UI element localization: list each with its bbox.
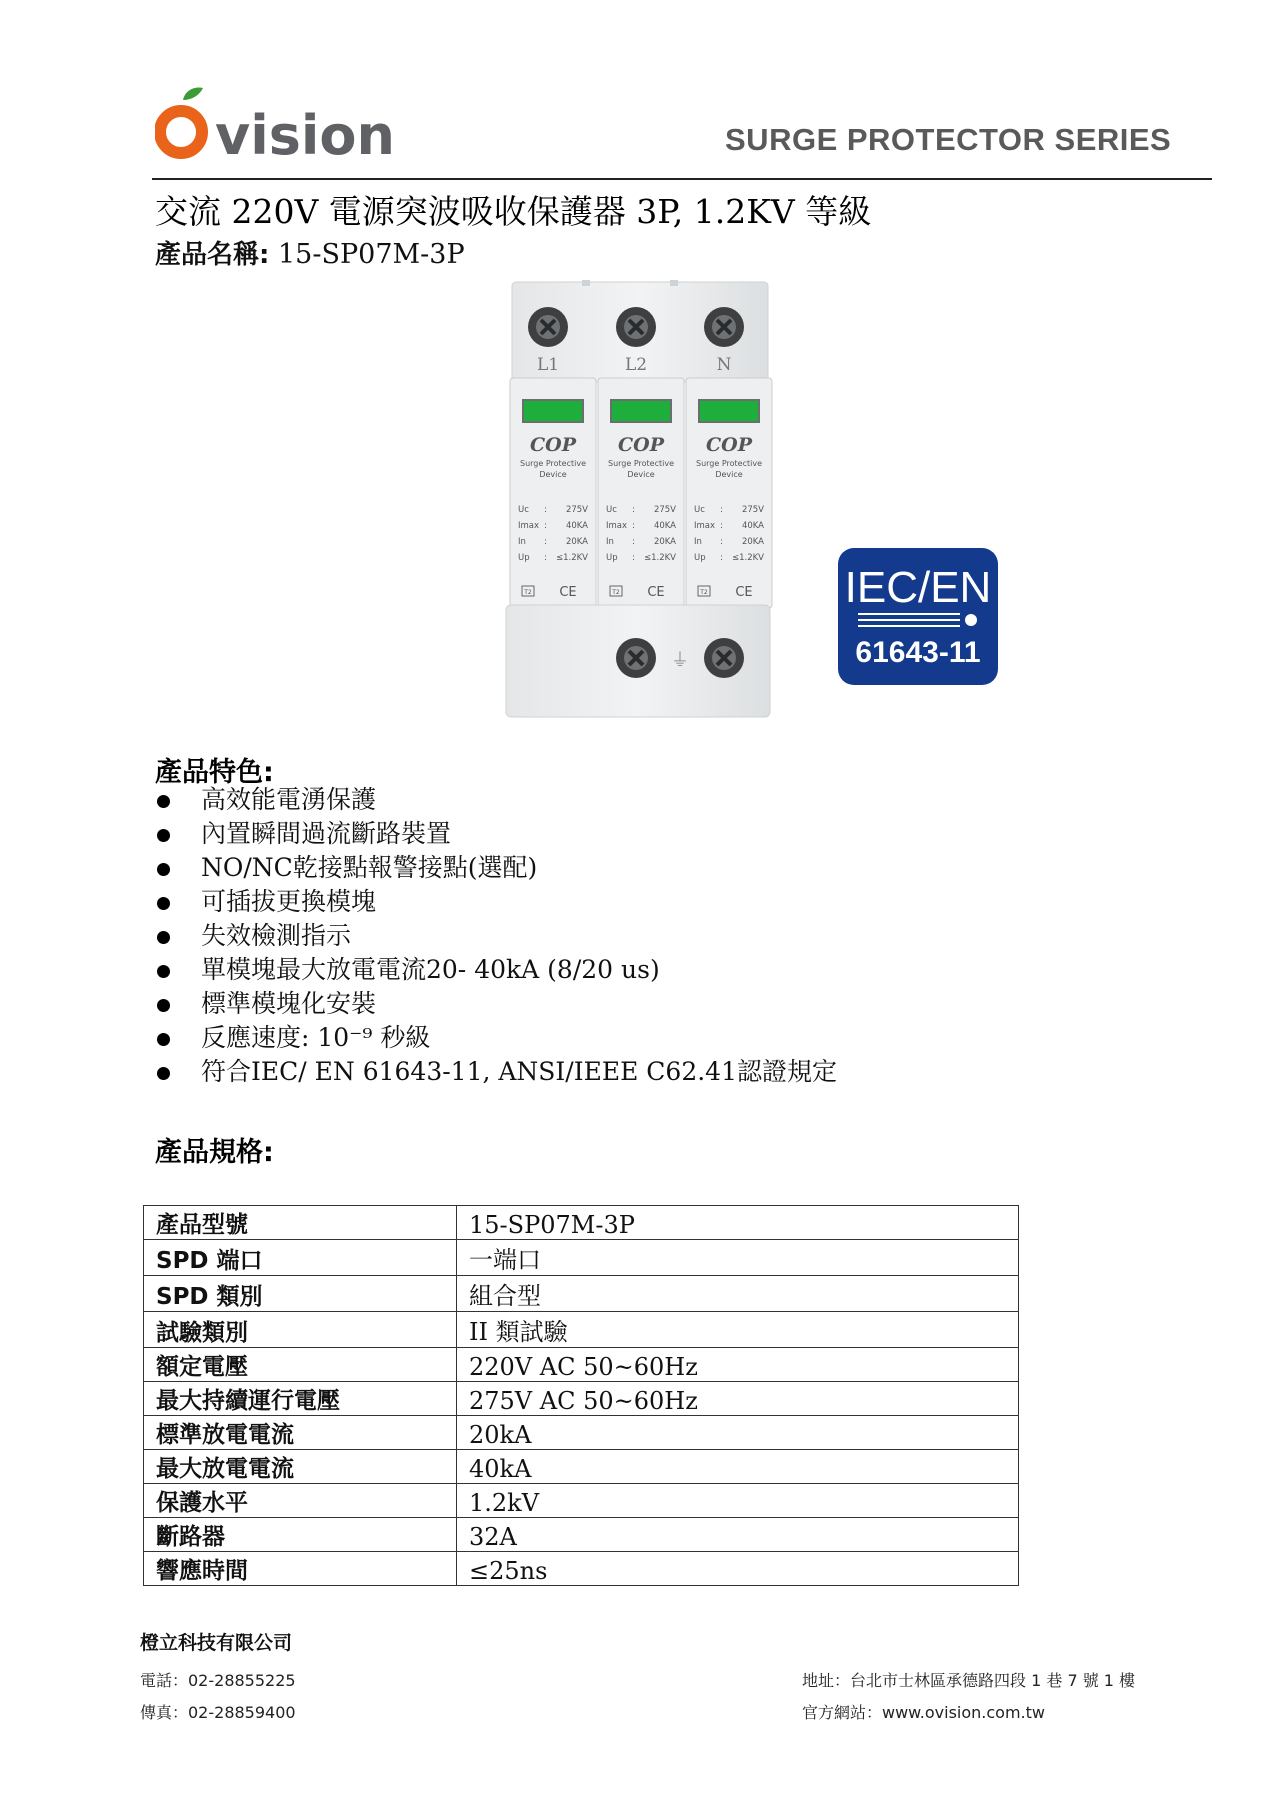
list-item: 高效能電湧保護 xyxy=(155,785,837,819)
module-spec-value: 275V xyxy=(653,505,676,515)
list-item: 符合IEC/ EN 61643-11, ANSI/IEEE C62.41認證規定 xyxy=(155,1057,837,1091)
table-row: 最大放電電流 40kA xyxy=(144,1450,1019,1484)
module-caption: Device xyxy=(539,470,567,479)
module-spec-sep: : xyxy=(720,537,723,547)
module-spec-key: Up xyxy=(694,553,706,563)
module-spec-value: ≤1.2KV xyxy=(555,553,588,563)
module-spec-value: ≤1.2KV xyxy=(731,553,764,563)
ovision-logo xyxy=(155,86,415,162)
fax-number: 傳真：02-28859400 xyxy=(140,1703,296,1722)
module-spec-key: In xyxy=(606,537,614,547)
svg-text:vision: vision xyxy=(215,104,395,162)
module-spec-value: 40KA xyxy=(565,521,588,531)
spec-heading: 產品規格: xyxy=(155,1137,274,1168)
module-caption: Surge Protective xyxy=(607,459,675,468)
company-name: 橙立科技有限公司 xyxy=(140,1632,293,1654)
class-mark: T2 xyxy=(612,589,620,596)
module-caption: Surge Protective xyxy=(695,459,763,468)
page-title: 交流 220V 電源突波吸收保護器 3P, 1.2KV 等級 xyxy=(155,192,872,231)
table-row: SPD 類別 組合型 xyxy=(144,1276,1019,1312)
bullet-icon xyxy=(157,897,170,910)
features-heading: 產品特色: xyxy=(155,757,274,788)
module-spec-key: Up xyxy=(518,553,530,563)
svg-text:IEC/EN: IEC/EN xyxy=(844,563,992,612)
module-spec-sep: : xyxy=(544,505,547,515)
module-spec-key: Up xyxy=(606,553,618,563)
module-spec-sep: : xyxy=(632,521,635,531)
bullet-icon xyxy=(157,863,170,876)
svg-text:61643-11: 61643-11 xyxy=(855,636,981,669)
terminal-label-l2: L2 xyxy=(624,355,648,375)
class-mark: T2 xyxy=(524,589,532,596)
bullet-icon xyxy=(157,829,170,842)
product-name-value: 15-SP07M-3P xyxy=(278,239,465,270)
surge-protector-device-image xyxy=(500,280,780,720)
module-spec-key: Uc xyxy=(694,505,705,515)
module-spec-sep: : xyxy=(632,505,635,515)
module-caption: Surge Protective xyxy=(519,459,587,468)
table-row: 保護水平 1.2kV xyxy=(144,1484,1019,1518)
iec-en-certification-badge xyxy=(838,548,998,685)
module-brand: COP xyxy=(706,434,752,456)
ce-mark-icon: CE xyxy=(735,585,753,600)
product-name-label: 產品名稱: xyxy=(155,240,270,270)
ground-icon: ⏚ xyxy=(671,650,689,671)
table-row: 最大持續運行電壓 275V AC 50~60Hz xyxy=(144,1382,1019,1416)
module-caption: Device xyxy=(627,470,655,479)
module-spec-value: ≤1.2KV xyxy=(643,553,676,563)
bullet-icon xyxy=(157,795,170,808)
series-title: SURGE PROTECTOR SERIES xyxy=(725,122,1172,157)
module-spec-sep: : xyxy=(544,553,547,563)
address: 地址：台北市士林區承德路四段 1 巷 7 號 1 樓 xyxy=(802,1671,1136,1690)
list-item: 單模塊最大放電電流20- 40kA (8/20 us) xyxy=(155,955,837,989)
class-mark: T2 xyxy=(700,589,708,596)
module-spec-value: 40KA xyxy=(653,521,676,531)
list-item: 反應速度: 10⁻⁹ 秒級 xyxy=(155,1023,837,1057)
module-spec-key: Imax xyxy=(694,521,716,531)
module-spec-value: 20KA xyxy=(653,537,676,547)
module-brand: COP xyxy=(530,434,576,456)
features-list xyxy=(155,785,837,1091)
product-name xyxy=(155,234,465,271)
module-spec-key: Imax xyxy=(606,521,628,531)
ce-mark-icon: CE xyxy=(647,585,665,600)
header-divider xyxy=(152,178,1212,180)
table-row: 斷路器 32A xyxy=(144,1518,1019,1552)
bullet-icon xyxy=(157,965,170,978)
module-spec-sep: : xyxy=(544,537,547,547)
bullet-icon xyxy=(157,931,170,944)
module-spec-key: In xyxy=(694,537,702,547)
module-spec-key: Uc xyxy=(518,505,529,515)
list-item: 可插拔更換模塊 xyxy=(155,887,837,921)
table-row: 標準放電電流 20kA xyxy=(144,1416,1019,1450)
module-spec-key: Imax xyxy=(518,521,540,531)
module-caption: Device xyxy=(715,470,743,479)
table-row: SPD 端口 一端口 xyxy=(144,1240,1019,1276)
table-row: 額定電壓 220V AC 50~60Hz xyxy=(144,1348,1019,1382)
table-row: 產品型號 15-SP07M-3P xyxy=(144,1206,1019,1240)
module-spec-sep: : xyxy=(632,553,635,563)
spec-table xyxy=(143,1205,1019,1586)
module-spec-sep: : xyxy=(720,521,723,531)
module-spec-sep: : xyxy=(720,505,723,515)
module-brand: COP xyxy=(618,434,664,456)
table-row: 試驗類別 II 類試驗 xyxy=(144,1312,1019,1348)
module-spec-key: Uc xyxy=(606,505,617,515)
bullet-icon xyxy=(157,1067,170,1080)
list-item: 失效檢測指示 xyxy=(155,921,837,955)
module-spec-sep: : xyxy=(544,521,547,531)
module-spec-key: In xyxy=(518,537,526,547)
module-spec-value: 20KA xyxy=(741,537,764,547)
module-spec-sep: : xyxy=(632,537,635,547)
ce-mark-icon: CE xyxy=(559,585,577,600)
module-spec-value: 275V xyxy=(565,505,588,515)
module-spec-value: 40KA xyxy=(741,521,764,531)
bullet-icon xyxy=(157,1033,170,1046)
terminal-screw-icon xyxy=(528,307,744,347)
status-indicator-icon xyxy=(699,400,759,422)
module-spec-value: 20KA xyxy=(565,537,588,547)
module-spec-value: 275V xyxy=(741,505,764,515)
status-indicator-icon xyxy=(523,400,583,422)
list-item: 標準模塊化安裝 xyxy=(155,989,837,1023)
table-row: 響應時間 ≤25ns xyxy=(144,1552,1019,1586)
terminal-label-n: N xyxy=(716,355,732,375)
module-spec-sep: : xyxy=(720,553,723,563)
list-item: NO/NC乾接點報警接點(選配) xyxy=(155,853,837,887)
status-indicator-icon xyxy=(611,400,671,422)
bullet-icon xyxy=(157,999,170,1012)
terminal-label-l1: L1 xyxy=(536,355,560,375)
phone-number: 電話：02-28855225 xyxy=(140,1671,296,1690)
list-item: 內置瞬間過流斷路裝置 xyxy=(155,819,837,853)
website[interactable]: 官方網站：www.ovision.com.tw xyxy=(802,1703,1045,1722)
